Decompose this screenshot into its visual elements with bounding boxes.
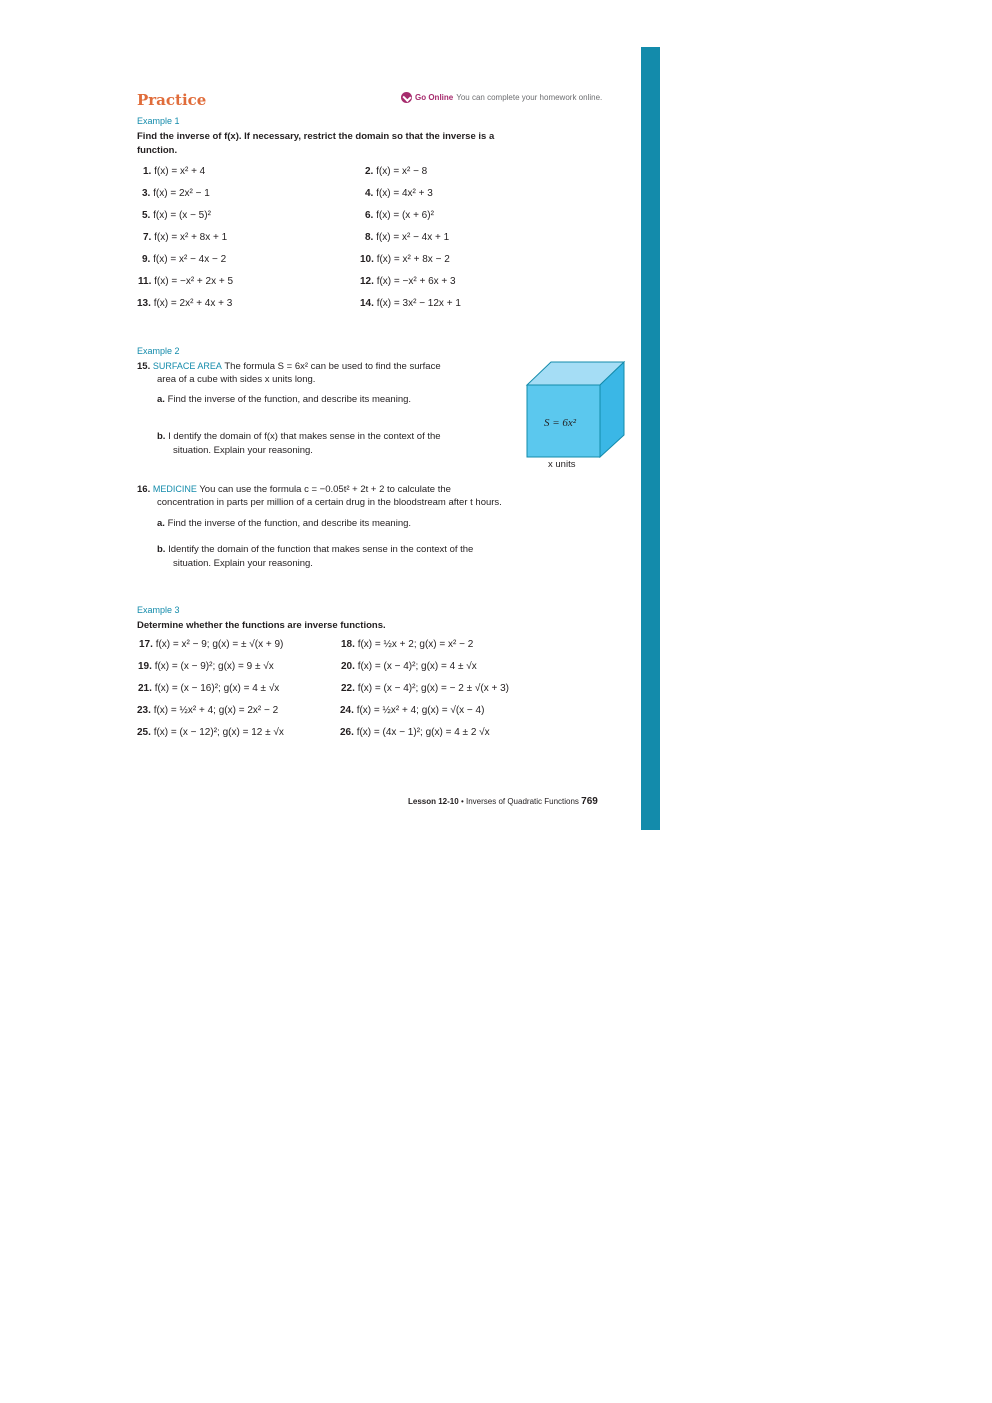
problem-4: 4. f(x) = 4x² + 3 [365,188,433,199]
example-3-label: Example 3 [137,605,180,615]
problem-19: 19. f(x) = (x − 9)²; g(x) = 9 ± √x [138,661,274,672]
problem-15b-line2: situation. Explain your reasoning. [173,445,313,456]
cube-caption: x units [548,459,576,470]
problem-1: 1. f(x) = x² + 4 [143,166,206,177]
page-title: Practice [137,91,207,109]
problem-22: 22. f(x) = (x − 4)²; g(x) = − 2 ± √(x + 3) [341,683,509,694]
footer-separator: • [460,797,464,806]
problem-3: 3. f(x) = 2x² − 1 [142,188,210,199]
problem-23: 23. f(x) = ½x² + 4; g(x) = 2x² − 2 [137,705,279,716]
problem-15a: a. Find the inverse of the function, and describe its meaning. [157,394,412,405]
problem-18: 18. f(x) = ½x + 2; g(x) = x² − 2 [341,639,474,650]
go-online-label: Go Online [415,93,454,102]
problem-24: 24. f(x) = ½x² + 4; g(x) = √(x − 4) [340,705,485,716]
example-1-label: Example 1 [137,116,180,126]
footer-lesson: Lesson 12-10 [408,797,459,806]
problem-20: 20. f(x) = (x − 4)²; g(x) = 4 ± √x [341,661,477,672]
page-number: 769 [581,796,598,807]
problem-10: 10. f(x) = x² + 8x − 2 [360,254,450,265]
cube-diagram [525,360,627,460]
problem-26: 26. f(x) = (4x − 1)²; g(x) = 4 ± 2 √x [340,727,490,738]
example-1-instruction: Find the inverse of f(x). If necessary, restrict the domain so that the inverse is a function. [137,131,495,156]
problem-9: 9. f(x) = x² − 4x − 2 [142,254,227,265]
problem-5: 5. f(x) = (x − 5)² [142,210,211,221]
problem-14: 14. f(x) = 3x² − 12x + 1 [360,298,461,309]
problem-13: 13. f(x) = 2x² + 4x + 3 [137,298,233,309]
problem-15-intro: 15. SURFACE AREA The formula S = 6x² can be used to find the surface [137,361,441,372]
problem-16-line2: concentration in parts per million of a certain drug in the bloodstream after t hours. [157,497,502,508]
problem-7: 7. f(x) = x² + 8x + 1 [143,232,228,243]
problem-16b-line2: situation. Explain your reasoning. [173,558,313,569]
example-2-label: Example 2 [137,346,180,356]
problem-15b: b. I dentify the domain of f(x) that makes sense in the context of the [157,431,441,442]
example-3-instruction: Determine whether the functions are inverse functions. [137,620,386,631]
go-online-icon [401,92,412,103]
problem-17: 17. f(x) = x² − 9; g(x) = ± √(x + 9) [139,639,284,650]
problem-12: 12. f(x) = −x² + 6x + 3 [360,276,456,287]
footer-topic: Inverses of Quadratic Functions [465,797,579,806]
problem-16a: a. Find the inverse of the function, and describe its meaning. [157,518,412,529]
problem-11: 11. f(x) = −x² + 2x + 5 [138,276,234,287]
go-online-link[interactable] [401,92,602,103]
problem-15-line2: area of a cube with sides x units long. [157,374,316,385]
chapter-sidebar-bar [641,47,660,830]
problem-2: 2. f(x) = x² − 8 [365,166,428,177]
page-footer [408,796,598,807]
problem-8: 8. f(x) = x² − 4x + 1 [365,232,450,243]
problem-21: 21. f(x) = (x − 16)²; g(x) = 4 ± √x [138,683,280,694]
cube-formula: S = 6x² [544,417,577,429]
problem-16b: b. Identify the domain of the function that makes sense in the context of the [157,544,474,555]
go-online-text: You can complete your homework online. [456,93,603,102]
problem-25: 25. f(x) = (x − 12)²; g(x) = 12 ± √x [137,727,284,738]
problem-16-intro: 16. MEDICINE You can use the formula c = −0.05t² + 2t + 2 to calculate the [137,484,451,495]
problem-6: 6. f(x) = (x + 6)² [365,210,434,221]
